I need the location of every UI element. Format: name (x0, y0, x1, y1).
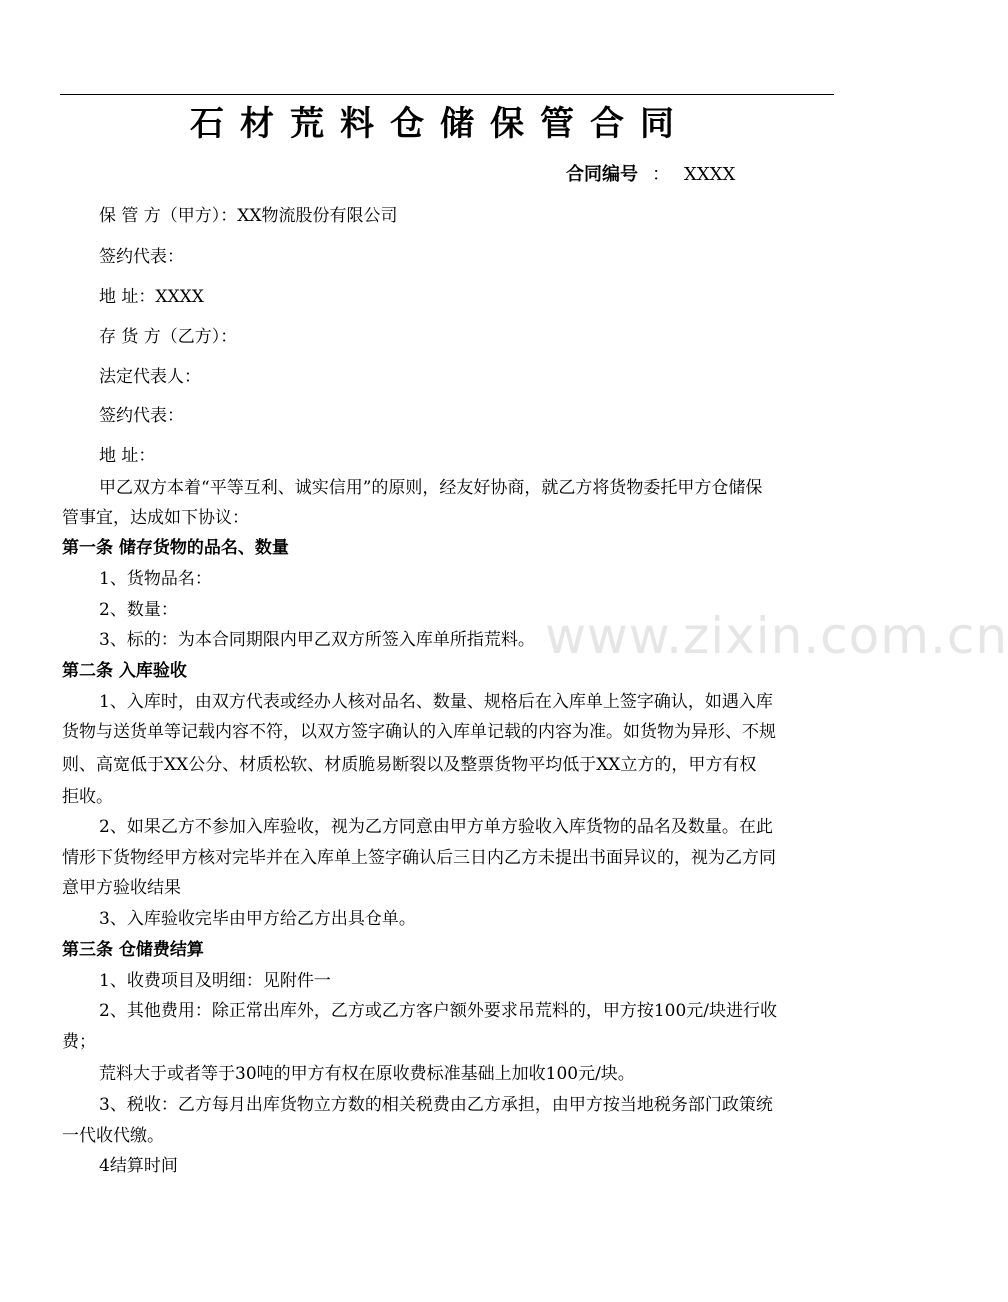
party-custodian-address: 地 址：XXXX (99, 287, 204, 307)
contract-number-label: 合同编号 (566, 164, 638, 185)
article-3-item-3-line-2: 一代收代缴。 (62, 1126, 164, 1146)
watermark: www.zixin.com.cn (545, 607, 1008, 665)
contract-number-value: XXXX (684, 164, 736, 185)
article-2-heading: 第二条 入库验收 (62, 661, 187, 681)
article-3-item-3-line-1: 3、税收：乙方每月出库货物立方数的相关税费由乙方承担，由甲方按当地税务部门政策统 (99, 1095, 773, 1115)
article-2-para-2-line-3: 意甲方验收结果 (62, 878, 181, 898)
article-3-item-2-extra: 荒料大于或者等于30吨的甲方有权在原收费标准基础上加收100元/块。 (99, 1064, 635, 1084)
contract-number (566, 160, 735, 190)
party-depositor-address: 地 址： (99, 446, 156, 466)
article-3-item-2-line-1: 2、其他费用：除正常出库外，乙方或乙方客户额外要求吊荒料的，甲方按100元/块进行收 (99, 1001, 777, 1021)
article-2-para-1-line-2: 货物与送货单等记载内容不符，以双方签字确认的入库单记载的内容为准。如货物为异形、不规 (62, 722, 776, 742)
article-2-item-3: 3、入库验收完毕由甲方给乙方出具仓单。 (99, 909, 416, 929)
header-rule (60, 94, 834, 95)
party-custodian: 保 管 方（甲方）：XX物流股份有限公司 (99, 206, 398, 226)
article-2-para-2-line-2: 情形下货物经甲方核对完毕并在入库单上签字确认后三日内乙方未提出书面异议的，视为乙方同 (62, 848, 776, 868)
article-2-para-1-line-4: 拒收。 (62, 787, 113, 807)
article-2-para-1-line-1: 1、入库时，由双方代表或经办人核对品名、数量、规格后在入库单上签字确认，如遇入库 (99, 692, 773, 712)
article-1-item-1: 1、货物品名： (99, 569, 212, 589)
article-1-item-3: 3、标的：为本合同期限内甲乙双方所签入库单所指荒料。 (99, 630, 535, 650)
party-depositor-signatory: 签约代表： (99, 406, 184, 426)
article-2-para-1-line-3: 则、高宽低于XX公分、材质松软、材质脆易断裂以及整票货物平均低于XX立方的，甲方有权 (62, 755, 757, 775)
article-3-item-2-line-2: 费； (62, 1032, 96, 1052)
article-3-heading: 第三条 仓储费结算 (62, 940, 204, 960)
article-3-item-4: 4结算时间 (99, 1156, 178, 1176)
party-custodian-signatory: 签约代表： (99, 247, 184, 267)
preamble-line-1: 甲乙双方本着“平等互利、诚实信用”的原则，经友好协商，就乙方将货物委托甲方仓储保 (99, 478, 763, 498)
article-1-heading: 第一条 储存货物的品名、数量 (62, 538, 289, 558)
article-3-item-1: 1、收费项目及明细：见附件一 (99, 971, 331, 991)
article-2-para-2-line-1: 2、如果乙方不参加入库验收，视为乙方同意由甲方单方验收入库货物的品名及数量。在此 (99, 817, 773, 837)
party-depositor: 存 货 方（乙方）： (99, 327, 238, 347)
article-1-item-2: 2、数量： (99, 600, 178, 620)
contract-number-separator: ： (652, 164, 670, 185)
party-depositor-legal-rep: 法定代表人： (99, 367, 201, 387)
preamble-line-2: 管事宜，达成如下协议： (62, 508, 249, 528)
document-title: 石材荒料仓储保管合同 (190, 104, 690, 144)
